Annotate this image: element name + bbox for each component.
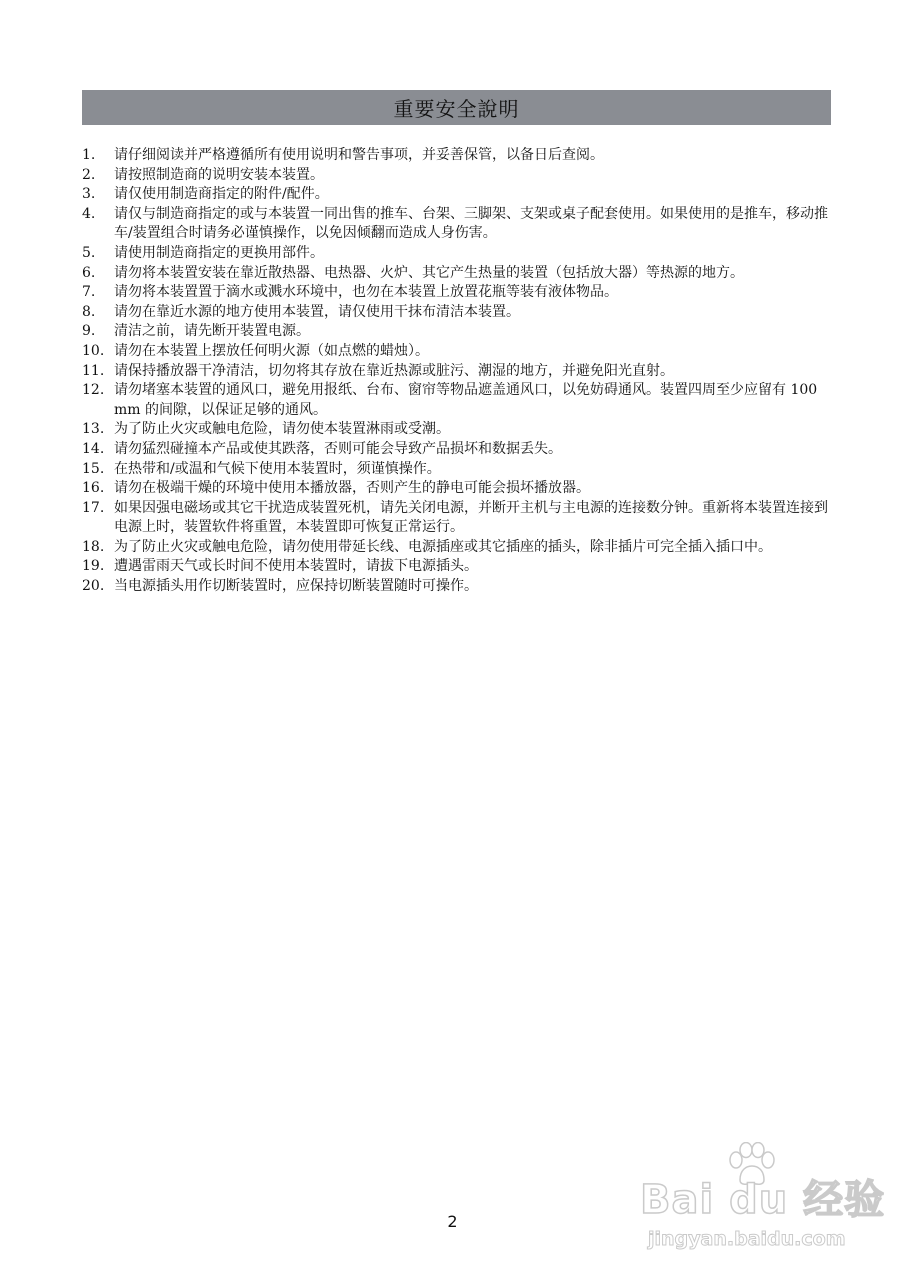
item-number: 18. <box>82 538 105 555</box>
item-number: 14. <box>82 440 105 457</box>
item-number: 12. <box>82 382 105 399</box>
title-bar <box>82 90 831 125</box>
item-number: 4. <box>82 205 96 222</box>
item-number: 13. <box>82 421 105 438</box>
page-number: 2 <box>447 1212 458 1231</box>
list-item <box>82 381 834 420</box>
item-text: 请勿在靠近水源的地方使用本装置，请仅使用干抹布清洁本装置。 <box>114 303 520 320</box>
item-text: 为了防止火灾或触电危险，请勿使用带延长线、电源插座或其它插座的插头，除非插片可完全插入插口中。 <box>114 538 772 555</box>
list-item <box>82 420 834 440</box>
safety-instructions-list <box>82 146 834 597</box>
list-item <box>82 342 834 362</box>
item-text: 为了防止火灾或触电危险，请勿使本装置淋雨或受潮。 <box>114 421 450 438</box>
item-number: 3. <box>82 186 96 203</box>
item-number: 17. <box>82 499 105 516</box>
item-text: 请使用制造商指定的更换用部件。 <box>114 244 324 261</box>
item-text: 请勿堵塞本装置的通风口，避免用报纸、台布、窗帘等物品遮盖通风口，以免妨碍通风。装置四周至少应留有 100 mm 的间隙，以保证足够的通风。 <box>114 382 818 418</box>
item-text: 请勿将本装置置于滴水或溅水环境中，也勿在本装置上放置花瓶等装有液体物品。 <box>114 284 618 301</box>
item-text: 请仔细阅读并严格遵循所有使用说明和警告事项，并妥善保管，以备日后查阅。 <box>114 147 604 163</box>
item-number: 5. <box>82 244 96 261</box>
item-text: 请勿在极端干燥的环境中使用本播放器，否则产生的静电可能会损坏播放器。 <box>114 480 590 497</box>
item-text: 请仅与制造商指定的或与本装置一同出售的推车、台架、三脚架、支架或桌子配套使用。如果使用的是推车，移动推车/装置组合时请务必谨慎操作，以免因倾翻而造成人身伤害。 <box>114 205 828 242</box>
item-text: 请勿猛烈碰撞本产品或使其跌落，否则可能会导致产品损坏和数据丢失。 <box>114 440 562 457</box>
item-number: 1. <box>82 147 96 163</box>
item-number: 7. <box>82 284 96 301</box>
item-number: 6. <box>82 264 96 281</box>
list-item <box>82 146 834 166</box>
item-text: 当电源插头用作切断装置时，应保持切断装置随时可操作。 <box>114 578 478 595</box>
item-number: 16. <box>82 480 105 497</box>
list-item <box>82 322 834 342</box>
item-text: 遭遇雷雨天气或长时间不使用本装置时，请拔下电源插头。 <box>114 558 478 575</box>
watermark-brand: Bai du 经验 <box>640 1177 886 1223</box>
item-number: 19. <box>82 558 105 575</box>
list-item <box>82 440 834 460</box>
list-item <box>82 499 834 538</box>
list-item <box>82 283 834 303</box>
item-number: 9. <box>82 323 96 340</box>
item-text: 请按照制造商的说明安装本装置。 <box>114 166 324 183</box>
item-number: 2. <box>82 166 96 183</box>
list-item <box>82 479 834 499</box>
item-text: 清洁之前，请先断开装置电源。 <box>114 323 310 340</box>
list-item <box>82 244 834 264</box>
list-item <box>82 205 834 244</box>
list-item <box>82 264 834 284</box>
list-item <box>82 303 834 323</box>
item-text: 请勿将本装置安装在靠近散热器、电热器、火炉、其它产生热量的装置（包括放大器）等热源的地方。 <box>114 264 744 281</box>
page-title: 重要安全說明 <box>393 97 520 121</box>
list-item <box>82 185 834 205</box>
list-item <box>82 166 834 186</box>
item-text: 如果因强电磁场或其它干扰造成装置死机，请先关闭电源，并断开主机与主电源的连接数分钟。重新将本装置连接到电源上时，装置软件将重置，本装置即可恢复正常运行。 <box>114 499 828 536</box>
list-item <box>82 460 834 480</box>
item-number: 10. <box>82 342 105 359</box>
list-item <box>82 362 834 382</box>
item-number: 15. <box>82 460 105 477</box>
item-text: 请仅使用制造商指定的附件/配件。 <box>114 186 329 203</box>
item-number: 20. <box>82 578 105 595</box>
watermark-url: jingyan.baidu.com <box>648 1228 846 1250</box>
baidu-watermark <box>640 1140 886 1265</box>
list-item <box>82 538 834 558</box>
item-number: 8. <box>82 303 96 320</box>
item-text: 请保持播放器干净清洁，切勿将其存放在靠近热源或脏污、潮湿的地方，并避免阳光直射。 <box>114 362 674 379</box>
item-text: 在热带和/或温和气候下使用本装置时，须谨慎操作。 <box>114 460 441 477</box>
item-number: 11. <box>82 362 105 379</box>
list-item <box>82 557 834 577</box>
list-item <box>82 577 834 597</box>
item-text: 请勿在本装置上摆放任何明火源（如点燃的蜡烛）。 <box>114 342 429 359</box>
